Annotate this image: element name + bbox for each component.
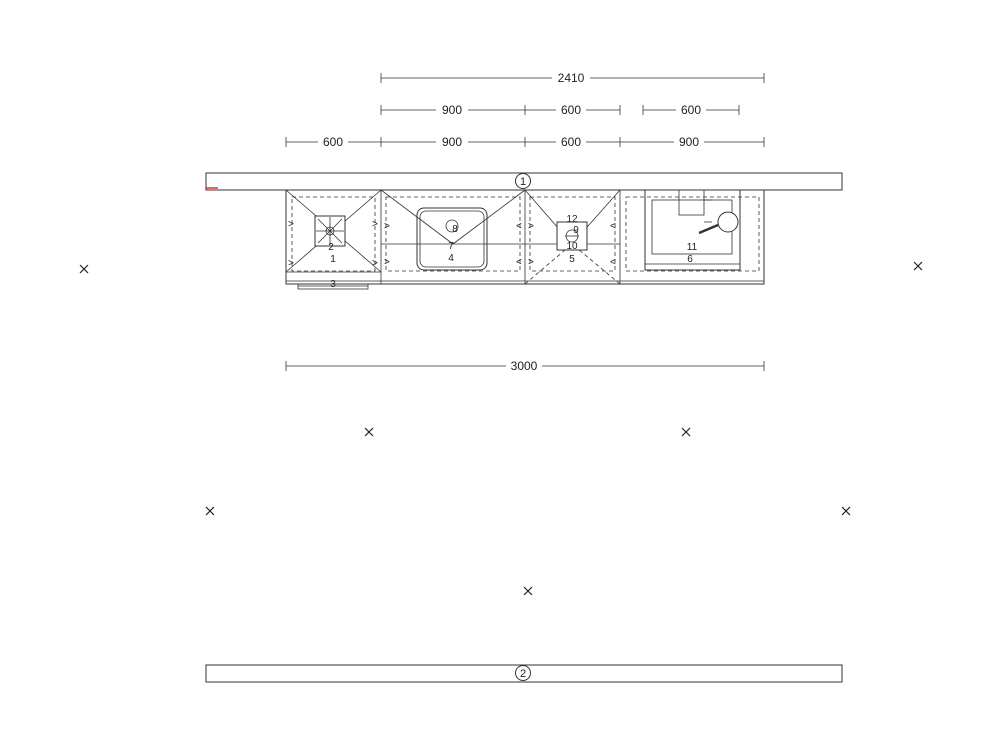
cross-icon: [842, 507, 850, 515]
dimension-label: 600: [680, 103, 702, 117]
item-number: 10: [566, 241, 578, 252]
cabinet-tap: [525, 190, 620, 284]
wall-bottom: [206, 665, 842, 682]
item-number: 9: [573, 225, 579, 236]
cross-icon: [914, 262, 922, 270]
item-number: 2: [328, 242, 334, 253]
item-number: 1: [330, 254, 336, 265]
dimension-label: 900: [441, 135, 463, 149]
dimension-row-3: [286, 134, 764, 149]
knob-icon: [699, 212, 738, 233]
item-number: 6: [687, 254, 693, 265]
dimension-label: 600: [560, 103, 582, 117]
cross-icon: [80, 265, 88, 273]
door-arrow: >: [528, 257, 534, 268]
item-number: 3: [330, 279, 336, 290]
dimension-label: 900: [678, 135, 700, 149]
reference-markers: [80, 262, 922, 595]
dimension-label: 3000: [510, 359, 538, 373]
door-arrow: >: [384, 257, 390, 268]
item-number: 12: [566, 214, 578, 225]
door-arrow: <: [610, 257, 616, 268]
dimension-label: 600: [560, 135, 582, 149]
dimension-row-2: [381, 102, 739, 117]
cabinet-appliance: [626, 190, 759, 271]
door-arrow: <: [516, 221, 522, 232]
item-number: 4: [448, 253, 454, 264]
wall-id-label: 1: [519, 176, 527, 188]
door-arrow: >: [288, 258, 294, 269]
cross-icon: [524, 587, 532, 595]
cabinet-sink: [381, 190, 525, 284]
door-arrow: >: [384, 221, 390, 232]
cross-icon: [365, 428, 373, 436]
door-arrow: <: [516, 257, 522, 268]
wall-top: [206, 173, 842, 190]
door-arrow: >: [528, 221, 534, 232]
item-number: 5: [569, 254, 575, 265]
item-number: 8: [452, 224, 458, 235]
door-arrow: <: [610, 221, 616, 232]
dimension-overall-top: [381, 70, 764, 85]
cross-icon: [206, 507, 214, 515]
item-number: 7: [448, 241, 454, 252]
door-arrow: >: [372, 219, 378, 230]
cabinet-hob: [286, 190, 381, 290]
cross-icon: [682, 428, 690, 436]
dimension-label: 900: [441, 103, 463, 117]
wall-id-label: 2: [519, 668, 527, 680]
dimension-overall-bottom: [286, 358, 764, 373]
dimension-label: 2410: [557, 71, 585, 85]
item-number: 11: [686, 242, 698, 253]
door-arrow: >: [288, 219, 294, 230]
dimension-label: 600: [322, 135, 344, 149]
door-arrow: >: [372, 258, 378, 269]
